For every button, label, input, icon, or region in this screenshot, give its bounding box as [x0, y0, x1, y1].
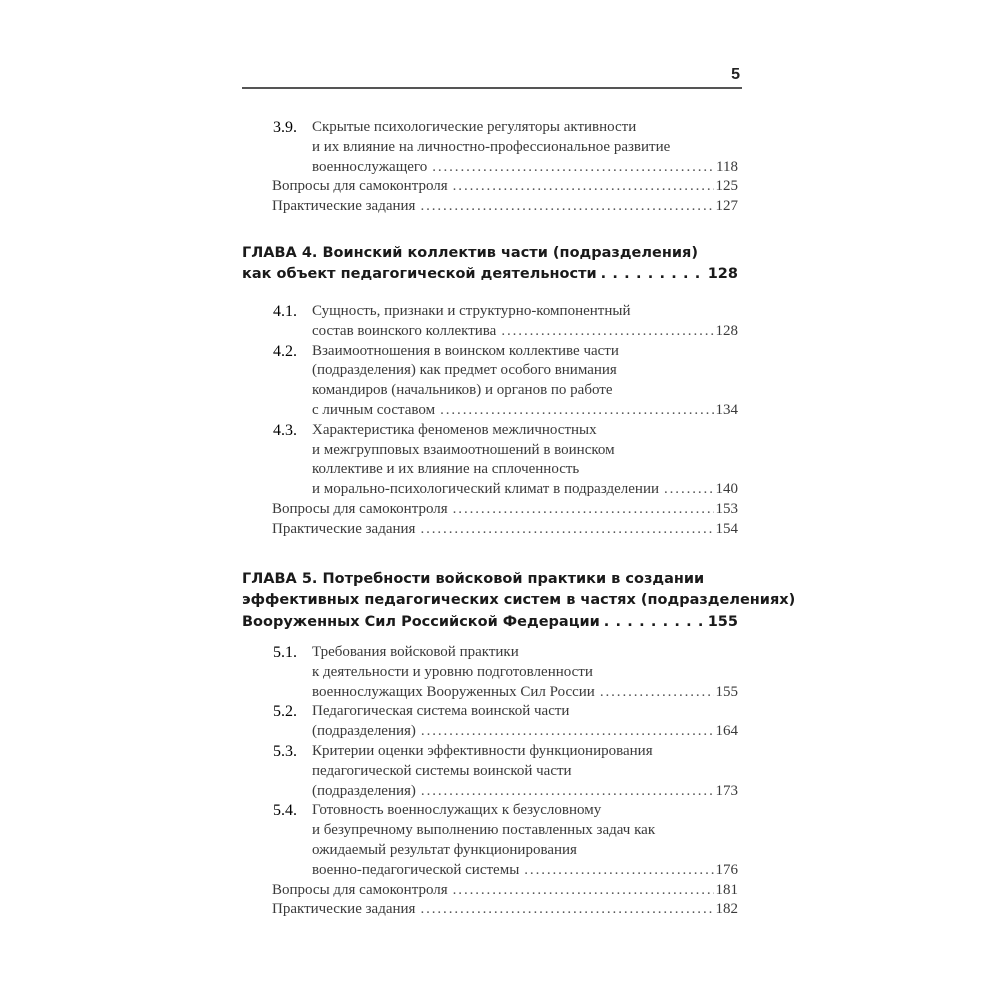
entry-title-text: и безупречному выполнению поставленных задач как [312, 822, 656, 839]
chapter-line [242, 569, 738, 591]
dot-leader [420, 901, 713, 921]
entry-title-text: (подразделения) как предмет особого внимания [312, 362, 617, 379]
entry-title-text: Скрытые психологические регуляторы активности [312, 119, 637, 135]
toc-entry[interactable] [242, 743, 738, 802]
chapter-line [242, 243, 738, 265]
entry-line [242, 303, 738, 323]
entry-title-text: коллективе и их влияние на сплоченность [312, 461, 580, 478]
entry-line [242, 362, 738, 382]
page-ref: 128 [707, 266, 738, 283]
entry-title-text: Вопросы для самоконтроля [272, 500, 448, 517]
page-ref: 118 [716, 158, 738, 175]
entry-title-text: состав воинского коллектива [312, 322, 497, 339]
section-number: 3.9. [273, 119, 297, 136]
entry-line [242, 382, 738, 402]
toc-entry[interactable] [242, 119, 738, 178]
toc-entry[interactable] [242, 703, 738, 743]
toc-entry[interactable] [242, 802, 738, 881]
page-ref: 140 [715, 481, 738, 498]
entry-title-text: Характеристика феноменов межличностных [312, 421, 597, 438]
page-ref: 153 [715, 500, 738, 517]
toc-section-group [242, 644, 738, 921]
entry-line [242, 901, 738, 921]
page-ref: 154 [715, 520, 738, 537]
entry-title-text: Сущность, признаки и структурно-компонентный [312, 302, 631, 319]
entry-line [242, 862, 738, 882]
toc-section-group [242, 303, 738, 541]
entry-line [242, 481, 738, 501]
entry-title-text: и их влияние на личностно-профессиональное развитие [312, 138, 671, 155]
entry-title-text: Практические задания [272, 198, 416, 215]
dot-leader [453, 882, 714, 902]
entry-title-text: педагогической системы воинской части [312, 762, 572, 779]
page-ref: 164 [715, 723, 738, 740]
toc-entry-self-check-questions[interactable] [242, 882, 738, 902]
chapter-line [242, 612, 738, 634]
entry-line [242, 178, 738, 198]
entry-line [242, 822, 738, 842]
page-ref: 155 [715, 683, 738, 700]
toc-entry-self-check-questions[interactable] [242, 178, 738, 198]
chapter-title-text: как объект педагогической деятельности [242, 266, 597, 283]
chapter-heading[interactable] [242, 569, 796, 634]
page-number: 5 [731, 66, 740, 83]
page-ref: 181 [715, 881, 738, 898]
entry-title-text: Взаимоотношения в воинском коллективе части [312, 342, 619, 359]
entry-title-text: к деятельности и уровню подготовленности [312, 663, 593, 680]
entry-line [242, 422, 738, 442]
entry-line [242, 802, 738, 822]
page-ref: 182 [715, 901, 738, 918]
entry-line [242, 644, 738, 664]
chapter-title-text: ГЛАВА 5. Потребности войсковой практики в создании [242, 570, 705, 587]
chapter-title-text: эффективных педагогических систем в частях (подразделениях) [242, 592, 796, 609]
dot-leader [440, 402, 713, 422]
entry-line [242, 119, 738, 139]
entry-title-text: Практические задания [272, 901, 416, 918]
entry-title-text: Критерии оценки эффективности функционирования [312, 743, 653, 760]
page-ref: 125 [715, 178, 738, 195]
entry-title-text: и межгрупповых взаимоотношений в воинском [312, 441, 615, 458]
dot-leader [421, 783, 714, 803]
dot-leader [601, 264, 704, 286]
page-ref: 173 [715, 782, 738, 799]
toc-section-group [242, 119, 738, 218]
entry-line [242, 521, 738, 541]
section-number: 4.3. [273, 421, 297, 439]
toc-entry-practical-tasks[interactable] [242, 521, 738, 541]
page-ref: 134 [715, 401, 738, 418]
entry-line [242, 743, 738, 763]
dot-leader [501, 323, 713, 343]
toc-entry[interactable] [242, 303, 738, 343]
entry-title-text: (подразделения) [312, 723, 416, 740]
entry-line [242, 501, 738, 521]
section-number: 4.2. [273, 342, 297, 360]
dot-leader [453, 178, 714, 198]
entry-title-text: военнослужащих Вооруженных Сил России [312, 683, 595, 700]
entry-title-text: Требования войсковой практики [312, 644, 519, 661]
entry-line [242, 664, 738, 684]
dot-leader [664, 481, 714, 501]
section-number: 5.2. [273, 703, 297, 721]
dot-leader [600, 684, 714, 704]
dot-leader [420, 521, 713, 541]
entry-line [242, 842, 738, 862]
toc-entry[interactable] [242, 644, 738, 703]
entry-title-text: военнослужащего [312, 158, 428, 175]
entry-line [242, 882, 738, 902]
entry-title-text: и морально-психологический климат в подразделении [312, 481, 659, 498]
entry-title-text: Педагогическая система воинской части [312, 703, 570, 720]
toc-entry-self-check-questions[interactable] [242, 501, 738, 521]
toc-entry-practical-tasks[interactable] [242, 198, 738, 218]
dot-leader [432, 159, 714, 179]
entry-line [242, 323, 738, 343]
entry-line [242, 763, 738, 783]
section-number: 5.1. [273, 644, 297, 662]
entry-title-text: Практические задания [272, 520, 416, 537]
page-ref: 176 [715, 861, 738, 878]
entry-title-text: ожидаемый результат функционирования [312, 842, 577, 859]
chapter-line [242, 264, 738, 286]
entry-title-text: Вопросы для самоконтроля [272, 178, 448, 195]
section-number: 5.4. [273, 802, 297, 820]
section-number: 5.3. [273, 743, 297, 761]
entry-line [242, 402, 738, 422]
table-of-contents [242, 119, 796, 921]
dot-leader [420, 198, 713, 218]
entry-title-text: командиров (начальников) и органов по работе [312, 382, 613, 399]
chapter-title-text: Вооруженных Сил Российской Федерации [242, 613, 600, 630]
chapter-title-text: ГЛАВА 4. Воинский коллектив части (подразделения) [242, 244, 698, 261]
chapter-line [242, 590, 796, 612]
entry-title-text: с личным составом [312, 401, 436, 418]
entry-title-text: Готовность военнослужащих к безусловному [312, 802, 602, 819]
entry-line [242, 723, 738, 743]
entry-title-text: военно-педагогической системы [312, 861, 520, 878]
entry-line [242, 159, 738, 179]
section-number: 4.1. [273, 302, 297, 320]
toc-entry[interactable] [242, 422, 738, 501]
page-ref: 127 [715, 198, 738, 215]
page-ref: 128 [715, 322, 738, 339]
entry-line [242, 684, 738, 704]
entry-line [242, 139, 738, 159]
dot-leader [421, 723, 714, 743]
entry-line [242, 442, 738, 462]
page-ref: 155 [707, 613, 738, 630]
entry-line [242, 343, 738, 363]
entry-line [242, 198, 738, 218]
dot-leader [604, 612, 704, 634]
entry-line [242, 461, 738, 481]
toc-entry-practical-tasks[interactable] [242, 901, 738, 921]
chapter-heading[interactable] [242, 243, 738, 286]
entry-title-text: Вопросы для самоконтроля [272, 881, 448, 898]
entry-line [242, 783, 738, 803]
header-rule [242, 87, 742, 89]
toc-entry[interactable] [242, 343, 738, 422]
entry-line [242, 703, 738, 723]
entry-title-text: (подразделения) [312, 782, 416, 799]
dot-leader [453, 501, 714, 521]
dot-leader [524, 862, 713, 882]
